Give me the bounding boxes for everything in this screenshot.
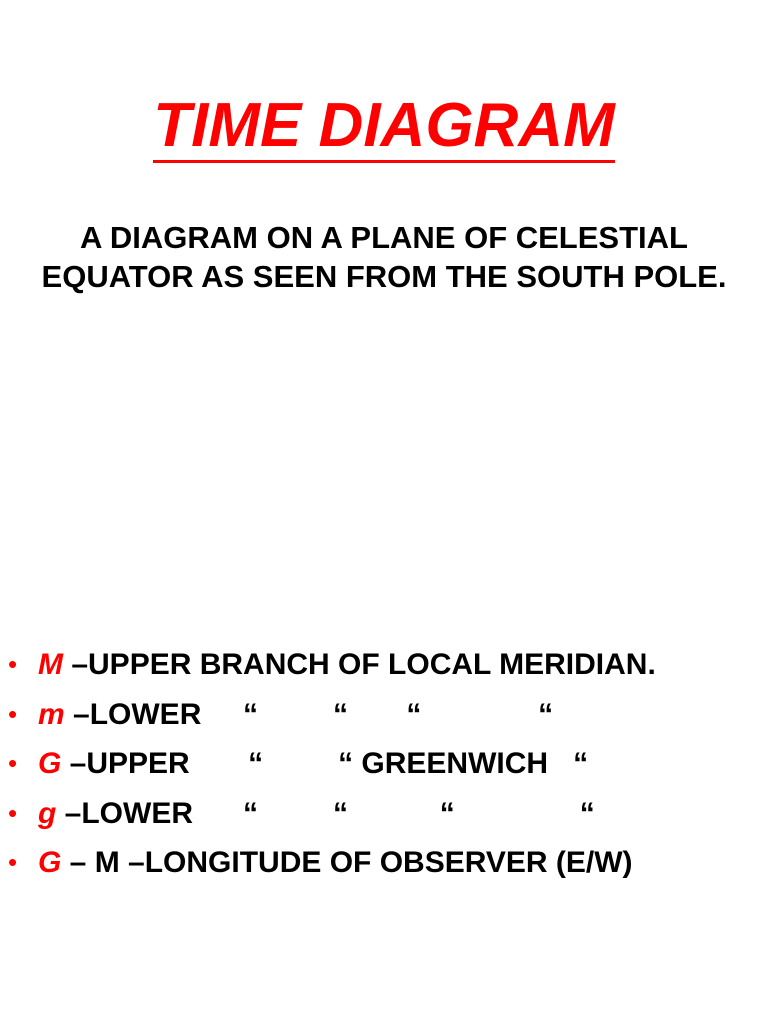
bullet-content [38, 789, 595, 839]
bullet-text: –LOWER “ “ “ “ [64, 697, 554, 731]
bullet-content [38, 690, 553, 740]
bullet-marker: • [8, 847, 18, 877]
bullet-text: –LOWER “ “ “ “ [56, 796, 595, 830]
bullet-symbol: G [38, 747, 62, 780]
bullet-content [38, 739, 588, 789]
bullet-item [8, 789, 758, 839]
slide-title [0, 88, 768, 164]
bullet-marker: • [8, 649, 18, 679]
bullet-text: – M –LONGITUDE OF OBSERVER (E/W) [61, 846, 633, 879]
slide-subtitle: A DIAGRAM ON A PLANE OF CELESTIAL EQUATOR AS SEEN FROM THE SOUTH POLE. [41, 220, 727, 294]
bullet-item [8, 640, 758, 690]
bullet-marker: • [8, 797, 18, 828]
bullet-list [8, 640, 758, 888]
bullet-symbol: g [38, 796, 57, 830]
bullet-marker: • [8, 698, 18, 729]
bullet-item [8, 739, 758, 789]
bullet-text: –UPPER “ “ GREENWICH “ [61, 747, 589, 780]
bullet-symbol: m [38, 697, 65, 731]
bullet-marker: • [8, 748, 18, 778]
bullet-content [38, 838, 633, 888]
slide-title-text: TIME DIAGRAM [153, 91, 615, 163]
bullet-symbol: M [38, 648, 63, 681]
bullet-symbol: G [38, 846, 62, 879]
bullet-item [8, 838, 758, 888]
bullet-item [8, 690, 758, 740]
bullet-text: –UPPER BRANCH OF LOCAL MERIDIAN. [63, 648, 656, 681]
bullet-content [38, 640, 656, 690]
